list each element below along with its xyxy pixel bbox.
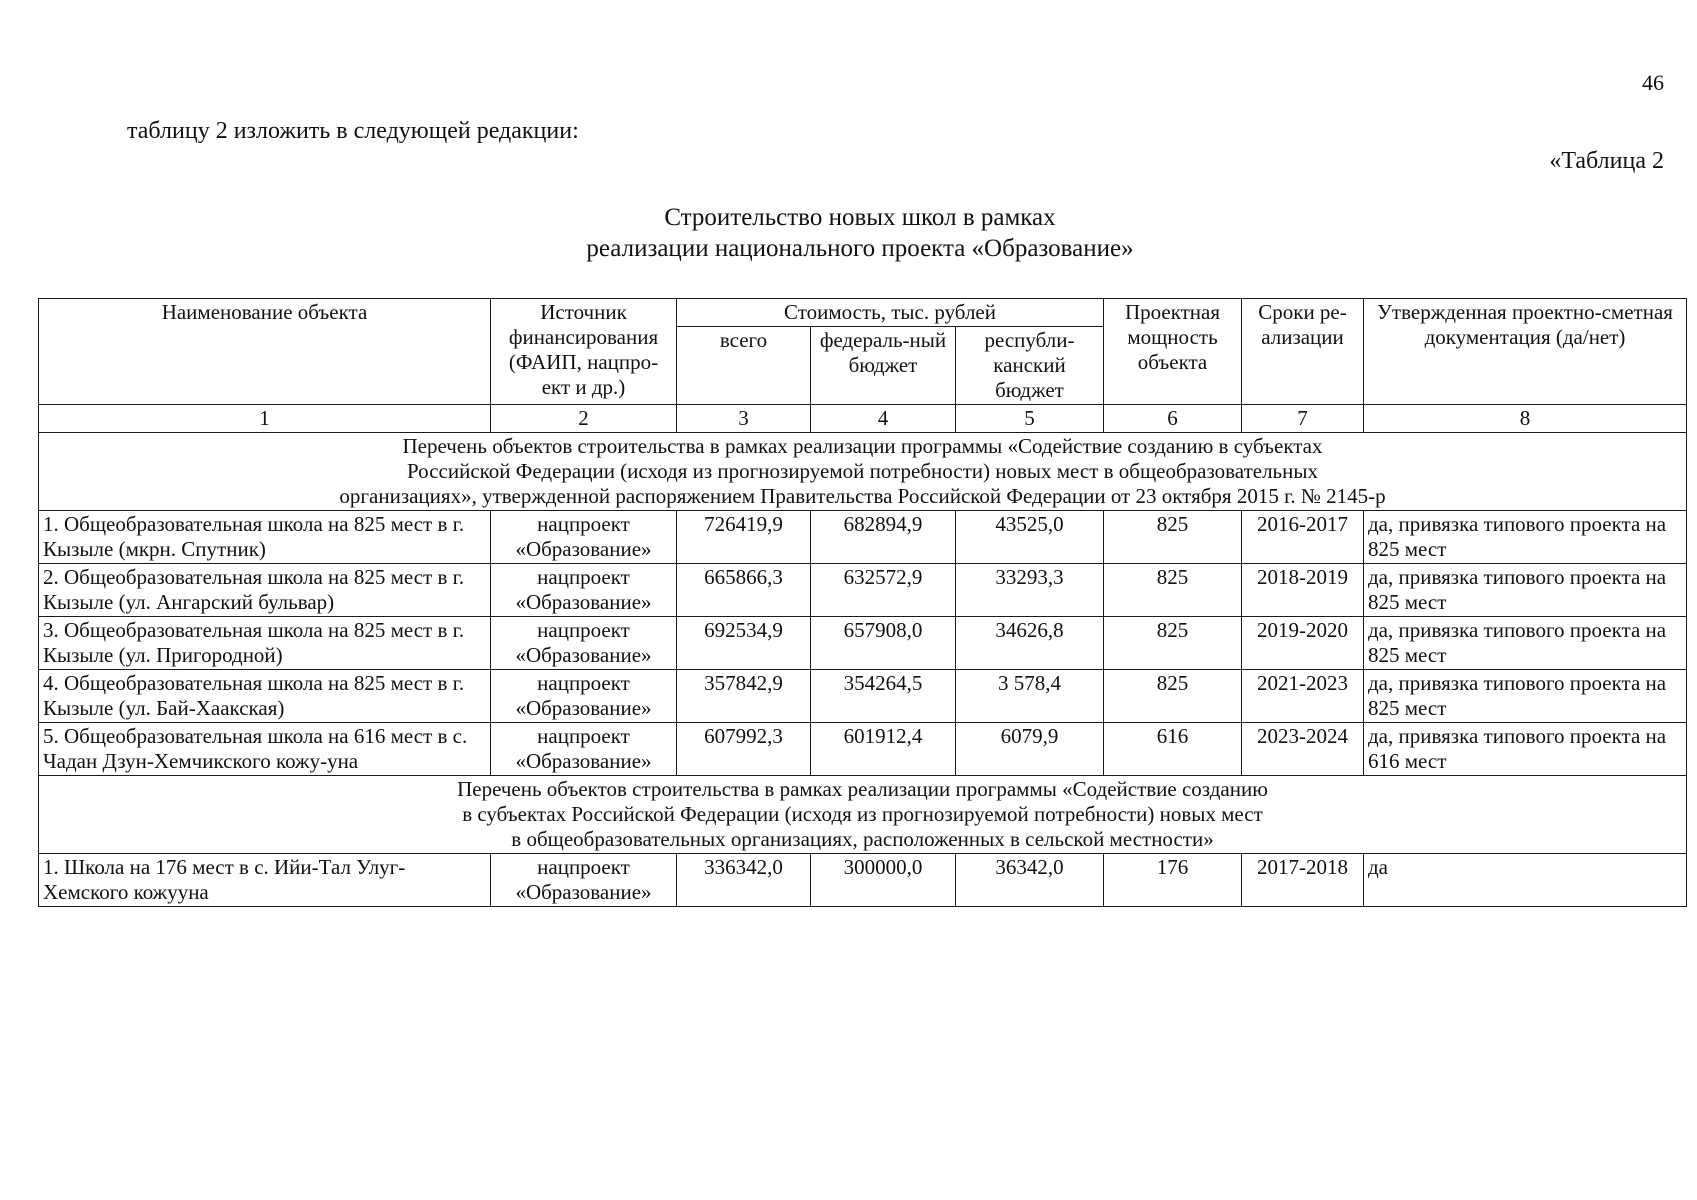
column-number: 8 (1364, 405, 1687, 433)
section-title-line: Перечень объектов строительства в рамках реализации программы «Содействие созданию в субъектах (402, 434, 1323, 458)
header-cost: Стоимость, тыс. рублей (677, 299, 1104, 327)
section-title-line: организациях», утвержденной распоряжением Правительства Российской Федерации от 23 октября 2015 г. № 2145-р (339, 484, 1386, 508)
table-label: «Таблица 2 (1549, 148, 1664, 174)
section-title (39, 776, 1687, 854)
capacity-cell: 825 (1104, 564, 1242, 617)
funding-source-cell: нацпроект «Образование» (491, 723, 677, 776)
funding-source-cell: нацпроект «Образование» (491, 511, 677, 564)
cost-republic-cell: 43525,0 (956, 511, 1104, 564)
period-cell: 2018-2019 (1242, 564, 1364, 617)
table-row (39, 511, 1687, 564)
cost-total-cell: 726419,9 (677, 511, 811, 564)
cost-total-cell: 607992,3 (677, 723, 811, 776)
header-name: Наименование объекта (39, 299, 491, 405)
capacity-cell: 825 (1104, 511, 1242, 564)
documentation-cell: да, привязка типового проекта на 825 мест (1364, 670, 1687, 723)
funding-source-cell: нацпроект «Образование» (491, 617, 677, 670)
table-row (39, 670, 1687, 723)
schools-table (38, 298, 1687, 907)
cost-federal-cell: 601912,4 (811, 723, 956, 776)
header-period: Сроки ре-ализации (1242, 299, 1364, 405)
cost-federal-cell: 657908,0 (811, 617, 956, 670)
cost-republic-cell: 36342,0 (956, 854, 1104, 907)
cost-federal-cell: 632572,9 (811, 564, 956, 617)
title-line: реализации национального проекта «Образование» (586, 235, 1134, 262)
intro-text: таблицу 2 изложить в следующей редакции: (127, 118, 579, 144)
cost-total-cell: 336342,0 (677, 854, 811, 907)
column-number: 7 (1242, 405, 1364, 433)
cost-republic-cell: 6079,9 (956, 723, 1104, 776)
header-docs: Утвержденная проектно-сметная документация (да/нет) (1364, 299, 1687, 405)
object-name-cell: 1. Школа на 176 мест в с. Ийи-Тал Улуг-Хемского кожууна (39, 854, 491, 907)
section-title-line: в общеобразовательных организациях, расположенных в сельской местности» (511, 827, 1214, 851)
table-row (39, 564, 1687, 617)
section-title-line: в субъектах Российской Федерации (исходя из прогнозируемой потребности) новых мест (462, 802, 1263, 826)
cost-total-cell: 665866,3 (677, 564, 811, 617)
cost-federal-cell: 354264,5 (811, 670, 956, 723)
object-name-cell: 4. Общеобразовательная школа на 825 мест в г. Кызыле (ул. Бай-Хаакская) (39, 670, 491, 723)
object-name-cell: 1. Общеобразовательная школа на 825 мест в г. Кызыле (мкрн. Спутник) (39, 511, 491, 564)
period-cell: 2021-2023 (1242, 670, 1364, 723)
period-cell: 2017-2018 (1242, 854, 1364, 907)
header-capacity: Проектная мощность объекта (1104, 299, 1242, 405)
header-republic: республи-канский бюджет (956, 327, 1104, 405)
title-line: Строительство новых школ в рамках (664, 204, 1056, 231)
cost-republic-cell: 34626,8 (956, 617, 1104, 670)
header-row (39, 299, 1687, 327)
period-cell: 2016-2017 (1242, 511, 1364, 564)
object-name-cell: 3. Общеобразовательная школа на 825 мест в г. Кызыле (ул. Пригородной) (39, 617, 491, 670)
capacity-cell: 825 (1104, 670, 1242, 723)
funding-source-cell: нацпроект «Образование» (491, 854, 677, 907)
column-number: 2 (491, 405, 677, 433)
documentation-cell: да, привязка типового проекта на 616 мест (1364, 723, 1687, 776)
section-header-row (39, 776, 1687, 854)
capacity-cell: 825 (1104, 617, 1242, 670)
table-row (39, 723, 1687, 776)
column-number: 6 (1104, 405, 1242, 433)
header-source: Источник финансирования (ФАИП, нацпро-ект и др.) (491, 299, 677, 405)
column-number: 4 (811, 405, 956, 433)
documentation-cell: да, привязка типового проекта на 825 мест (1364, 511, 1687, 564)
cost-republic-cell: 3 578,4 (956, 670, 1104, 723)
cost-federal-cell: 300000,0 (811, 854, 956, 907)
column-number: 3 (677, 405, 811, 433)
documentation-cell: да, привязка типового проекта на 825 мест (1364, 564, 1687, 617)
document-title (35, 202, 1685, 264)
cost-total-cell: 692534,9 (677, 617, 811, 670)
documentation-cell: да, привязка типового проекта на 825 мест (1364, 617, 1687, 670)
funding-source-cell: нацпроект «Образование» (491, 564, 677, 617)
section-title-line: Российской Федерации (исходя из прогнозируемой потребности) новых мест в общеобразовательных (407, 459, 1318, 483)
page-number: 46 (1642, 70, 1664, 95)
table-row (39, 854, 1687, 907)
object-name-cell: 2. Общеобразовательная школа на 825 мест в г. Кызыле (ул. Ангарский бульвар) (39, 564, 491, 617)
cost-total-cell: 357842,9 (677, 670, 811, 723)
period-cell: 2023-2024 (1242, 723, 1364, 776)
section-title-line: Перечень объектов строительства в рамках реализации программы «Содействие созданию (457, 777, 1268, 801)
documentation-cell: да (1364, 854, 1687, 907)
column-number: 5 (956, 405, 1104, 433)
capacity-cell: 616 (1104, 723, 1242, 776)
table-row (39, 617, 1687, 670)
funding-source-cell: нацпроект «Образование» (491, 670, 677, 723)
column-numbers-row (39, 405, 1687, 433)
object-name-cell: 5. Общеобразовательная школа на 616 мест в с. Чадан Дзун-Хемчикского кожу-уна (39, 723, 491, 776)
header-total: всего (677, 327, 811, 405)
section-title (39, 433, 1687, 511)
cost-federal-cell: 682894,9 (811, 511, 956, 564)
header-federal: федераль-ный бюджет (811, 327, 956, 405)
period-cell: 2019-2020 (1242, 617, 1364, 670)
capacity-cell: 176 (1104, 854, 1242, 907)
cost-republic-cell: 33293,3 (956, 564, 1104, 617)
section-header-row (39, 433, 1687, 511)
column-number: 1 (39, 405, 491, 433)
